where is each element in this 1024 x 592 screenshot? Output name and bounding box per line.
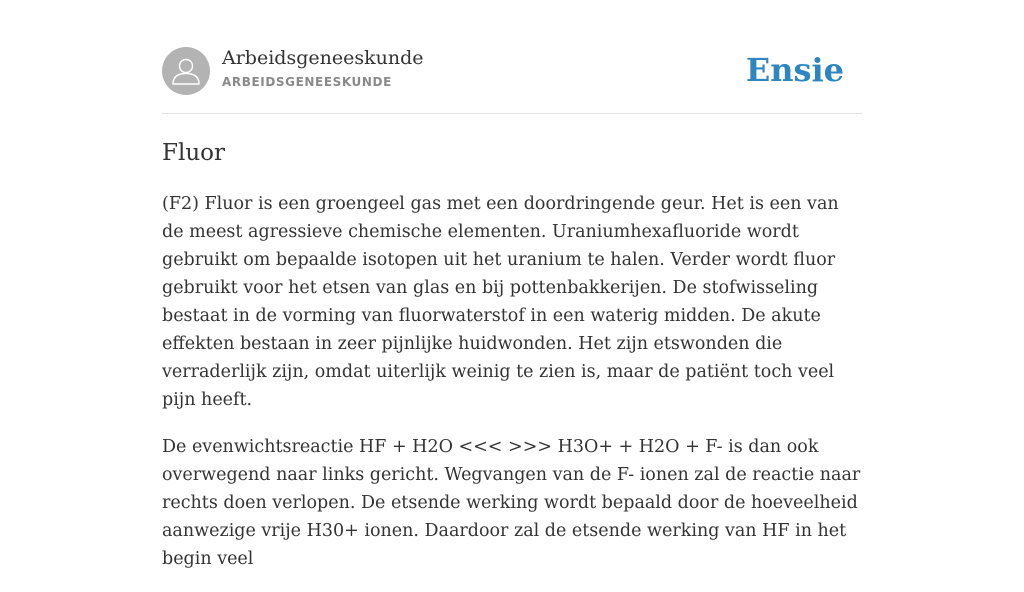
brand-logo-link[interactable]: Ensie	[745, 51, 844, 89]
header	[162, 46, 862, 114]
page-title: Fluor	[162, 140, 225, 166]
article-paragraph: De evenwichtsreactie HF + H2O <<< >>> H3O+ + H2O + F- is dan ook overwegend naar links gericht. Wegvangen van de F- ionen zal de reactie naar rechts doen verlopen. De etsende werking wordt bepaald door de hoeveelheid aanwezige vrije H30+ ionen. Daardoor zal de etsende werking van HF in het begin veel	[162, 437, 861, 569]
author-name[interactable]: Arbeidsgeneeskunde	[222, 47, 424, 69]
user-icon	[162, 47, 210, 95]
author-subtitle: ARBEIDSGENEESKUNDE	[222, 75, 392, 89]
avatar[interactable]	[162, 47, 210, 95]
article-paragraph: (F2) Fluor is een groengeel gas met een doordringende geur. Het is een van de meest agressieve chemische elementen. Uraniumhexafluoride wordt gebruikt om bepaalde isotopen uit het uranium te halen. Verder wordt fluor gebruikt voor het etsen van glas en bij pottenbakkerijen. De stofwisseling bestaat in de vorming van fluorwaterstof in een waterig midden. De akute effekten bestaan in zeer pijnlijke huidwonden. Het zijn etswonden die verraderlijk zijn, omdat uiterlijk weinig te zien is, maar de patiënt toch veel pijn heeft.	[162, 194, 839, 410]
article-body	[162, 190, 864, 592]
